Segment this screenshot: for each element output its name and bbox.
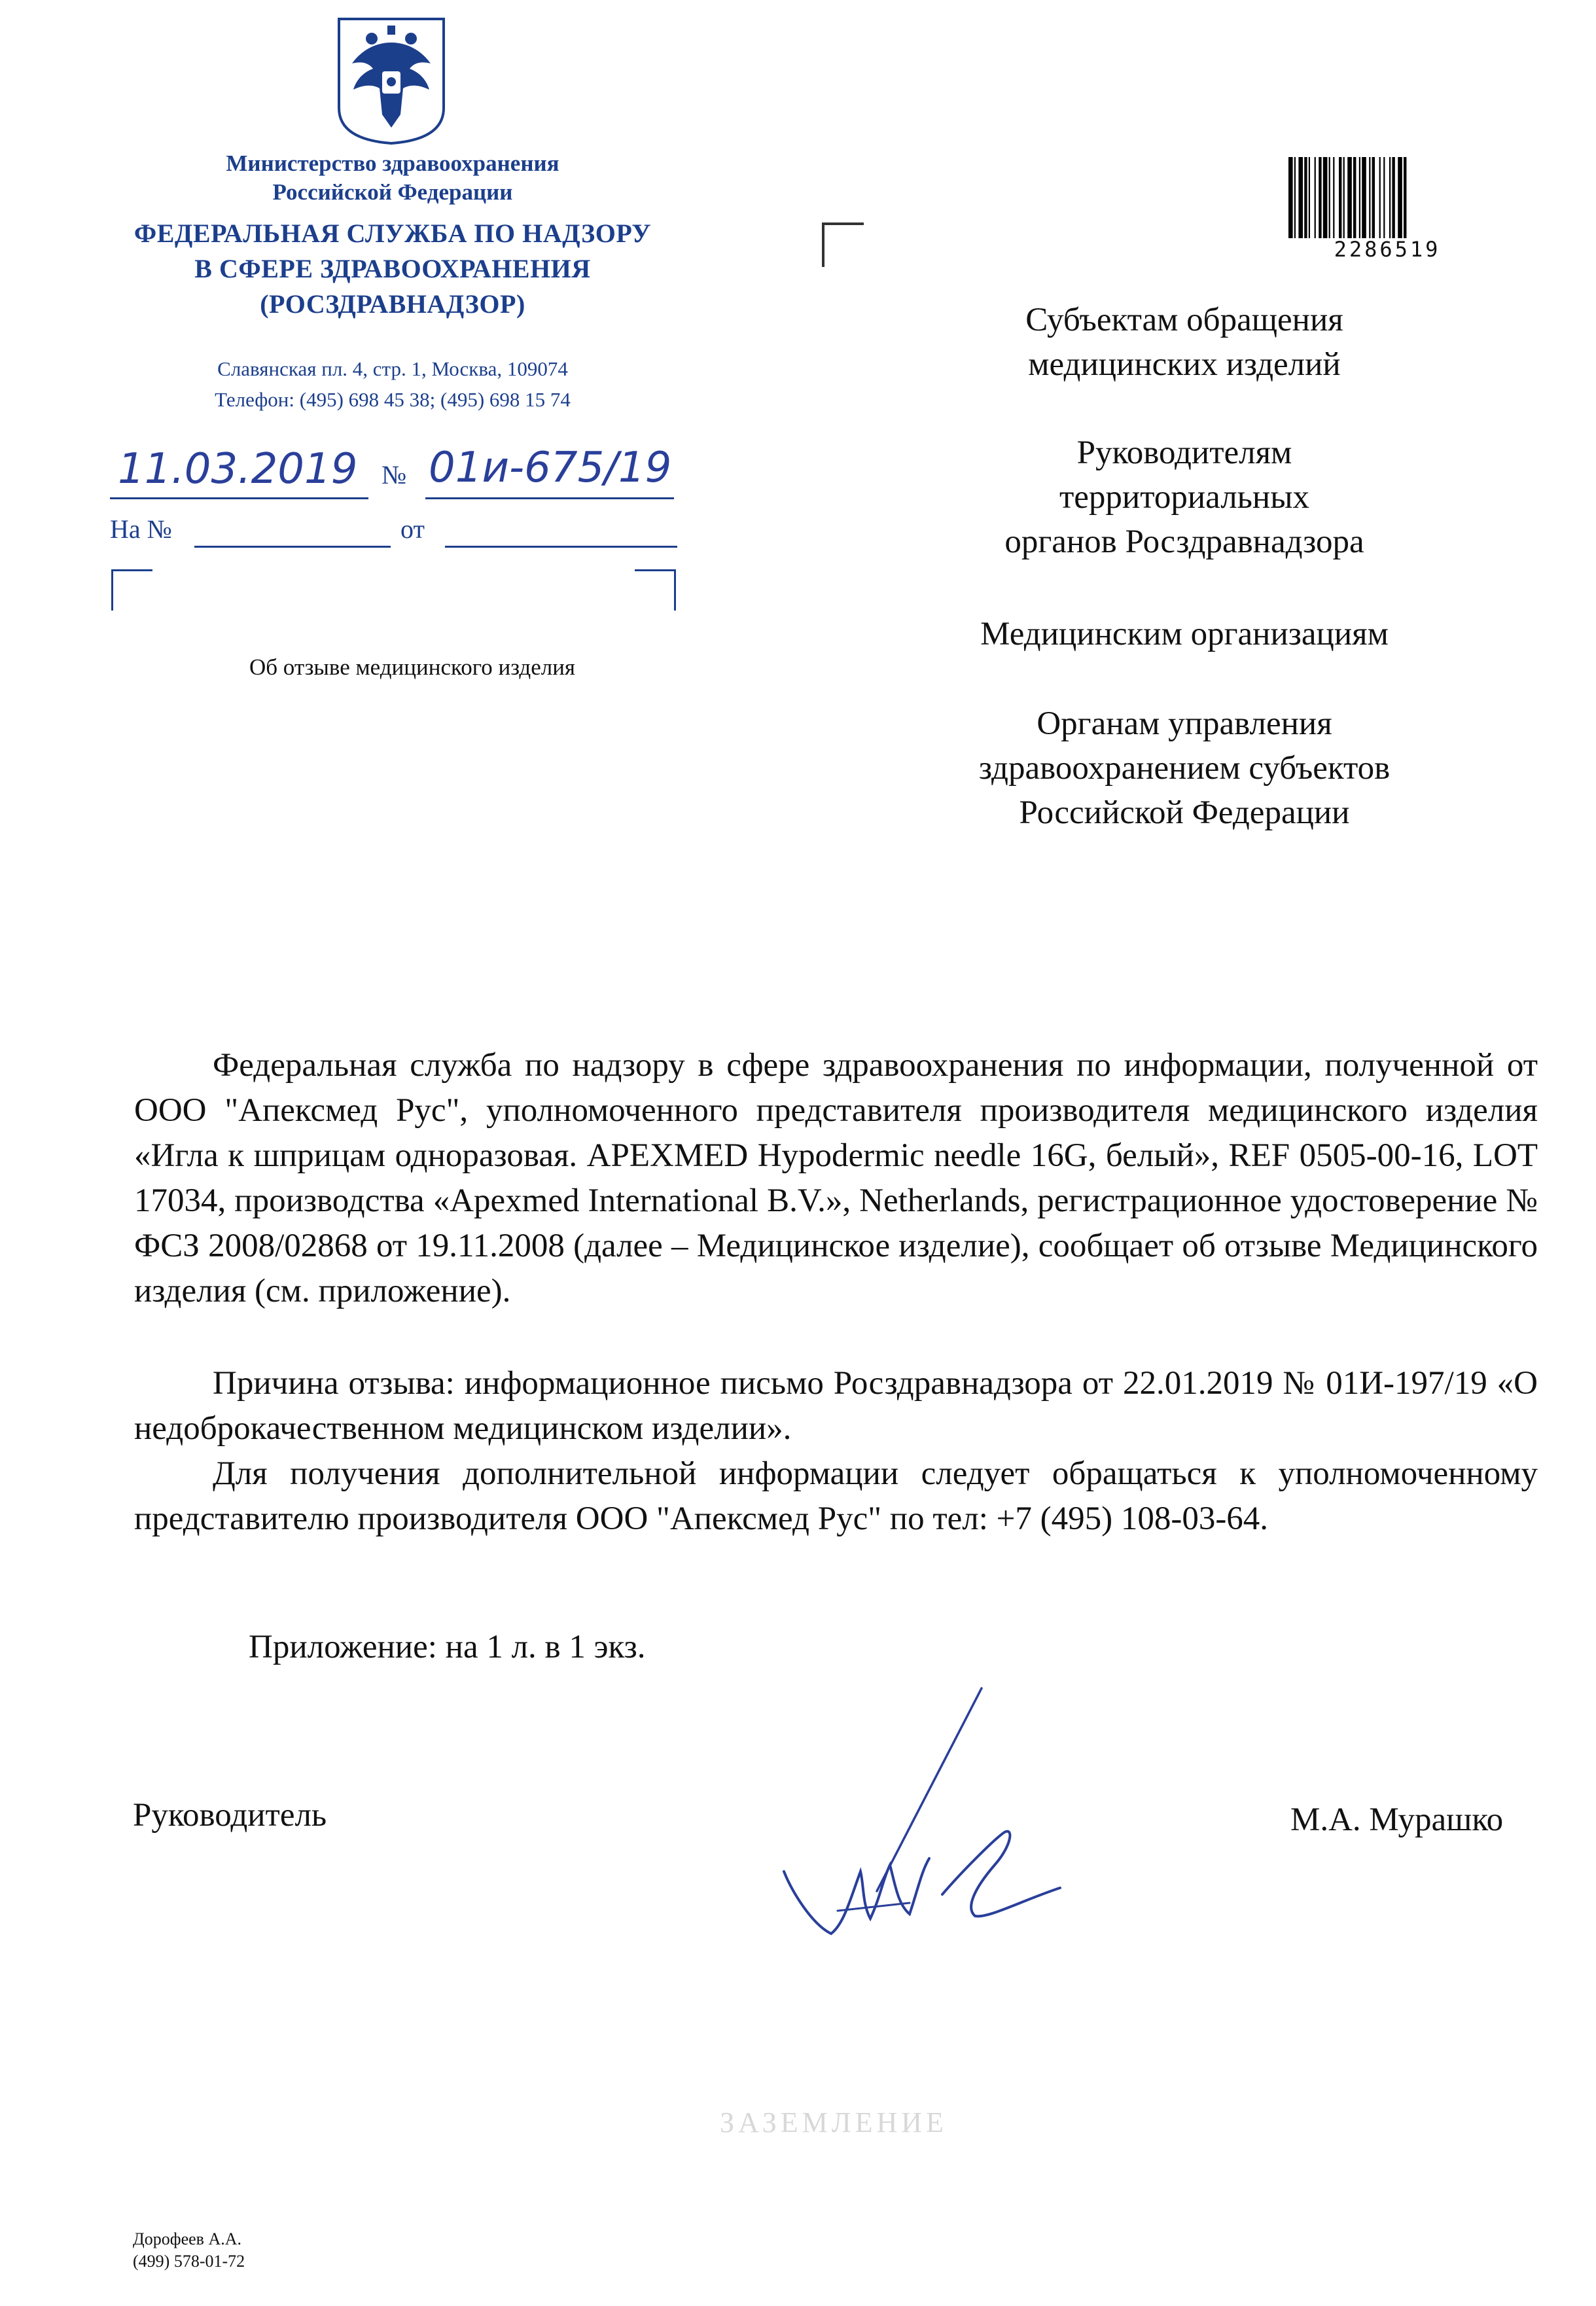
barcode-bar xyxy=(1347,157,1352,238)
reference-date-line xyxy=(445,516,677,548)
barcode-bar xyxy=(1298,157,1303,238)
barcode-bar xyxy=(1315,157,1316,238)
executor-phone: (499) 578-01-72 xyxy=(133,2252,245,2271)
service-line: В СФЕРЕ ЗДРАВООХРАНЕНИЯ xyxy=(194,254,591,283)
recipient-line: Российской Федерации xyxy=(1019,794,1350,831)
faint-bleed-text: ЗАЗЕМЛЕНИЕ xyxy=(720,2106,948,2138)
recipient-line: Органам управления xyxy=(1037,705,1332,742)
service-name xyxy=(85,216,700,322)
barcode-bar xyxy=(1372,157,1375,238)
barcode-bar xyxy=(1362,157,1366,238)
recipient-line: Субъектам обращения xyxy=(1025,302,1343,338)
ministry-line: Российской Федерации xyxy=(272,179,513,205)
barcode-bar xyxy=(1359,157,1360,238)
barcode-bar xyxy=(1379,157,1381,238)
corner-mark-left xyxy=(111,569,152,611)
number-sign: № xyxy=(381,460,407,489)
recipient-line: здравоохранением субъектов xyxy=(978,750,1391,787)
barcode-bar xyxy=(1309,157,1310,238)
coat-of-arms-icon xyxy=(336,16,446,145)
service-address xyxy=(98,353,687,415)
recipient-block xyxy=(910,701,1459,835)
handwritten-signature-icon xyxy=(746,1675,1086,1963)
signatory-name: М.А. Мурашко xyxy=(1290,1801,1504,1838)
recipient-line: территориальных xyxy=(1059,479,1309,516)
ministry-line: Министерство здравоохранения xyxy=(226,151,559,176)
barcode-number: 2286519 xyxy=(1334,237,1441,262)
recipient-block xyxy=(910,612,1459,656)
barcode-bar xyxy=(1383,157,1385,238)
signatory-role: Руководитель xyxy=(133,1797,327,1834)
barcode-bar xyxy=(1398,157,1402,238)
ministry-name xyxy=(151,149,635,207)
recipient-line: Руководителям xyxy=(1076,435,1292,471)
barcode-bar xyxy=(1392,157,1394,238)
barcode-bar xyxy=(1353,157,1356,238)
barcode-bar xyxy=(1319,157,1321,238)
executor-name: Дорофеев А.А. xyxy=(133,2229,241,2248)
attachment-note: Приложение: на 1 л. в 1 экз. xyxy=(249,1629,646,1665)
executor-info xyxy=(133,2228,245,2273)
service-line: (РОСЗДРАВНАДЗОР) xyxy=(260,289,525,319)
corner-mark-address xyxy=(822,222,864,267)
reference-number-line xyxy=(194,516,391,548)
barcode-bar xyxy=(1329,157,1330,238)
recipient-line: медицинских изделий xyxy=(1028,346,1341,383)
barcode-bar xyxy=(1339,157,1341,238)
barcode-bar xyxy=(1294,157,1296,238)
barcode-bar xyxy=(1333,157,1334,238)
barcode-bar xyxy=(1369,157,1370,238)
recipient-block xyxy=(910,431,1459,564)
letter-subject: Об отзыве медицинского изделия xyxy=(249,654,576,680)
barcode-bar xyxy=(1323,157,1328,238)
barcode-bar xyxy=(1389,157,1391,238)
address-line: Телефон: (495) 698 45 38; (495) 698 15 74 xyxy=(215,388,571,411)
body-paragraph: Федеральная служба по надзору в сфере здравоохранения по информации, полученной от ООО "Апексмед Рус", уполномоченного представителя производителя медицинского изделия «Игла к шприцам одноразовая. APEXMED Hypodermic needle 16G, белый», REF 0505-00-16, LOT 17034, производства «Apexmed International B.V.», Netherlands, регистрационное удостоверение № ФСЗ 2008/02868 от 19.11.2008 (далее – Медицинское изделие), сообщает об отзыве Медицинского изделия (см. приложение). xyxy=(134,1047,1538,1309)
registration-date: 11.03.2019 xyxy=(118,445,358,493)
registration-number: 01и-675/19 xyxy=(429,444,672,492)
barcode-bar xyxy=(1304,157,1307,238)
corner-mark-right xyxy=(635,569,676,611)
body-paragraph: Причина отзыва: информационное письмо Росздравнадзора от 22.01.2019 № 01И-197/19 «О недоброкачественном медицинском изделии». xyxy=(134,1365,1538,1447)
barcode-icon xyxy=(1286,156,1489,241)
reference-label: На № xyxy=(110,514,172,544)
body-paragraph: Для получения дополнительной информации следует обращаться к уполномоченному представителю производителя ООО "Апексмед Рус" по тел: +7 (495) 108-03-64. xyxy=(134,1455,1538,1537)
service-line: ФЕДЕРАЛЬНАЯ СЛУЖБА ПО НАДЗОРУ xyxy=(133,219,652,248)
barcode-bar xyxy=(1343,157,1345,238)
reference-from-label: от xyxy=(400,514,425,544)
recipient-line: Медицинским организациям xyxy=(980,616,1389,652)
address-line: Славянская пл. 4, стр. 1, Москва, 109074 xyxy=(217,357,568,380)
barcode-bar xyxy=(1288,157,1293,238)
recipient-line: органов Росздравнадзора xyxy=(1004,523,1364,560)
barcode-bar xyxy=(1404,157,1406,238)
recipient-block xyxy=(910,298,1459,387)
